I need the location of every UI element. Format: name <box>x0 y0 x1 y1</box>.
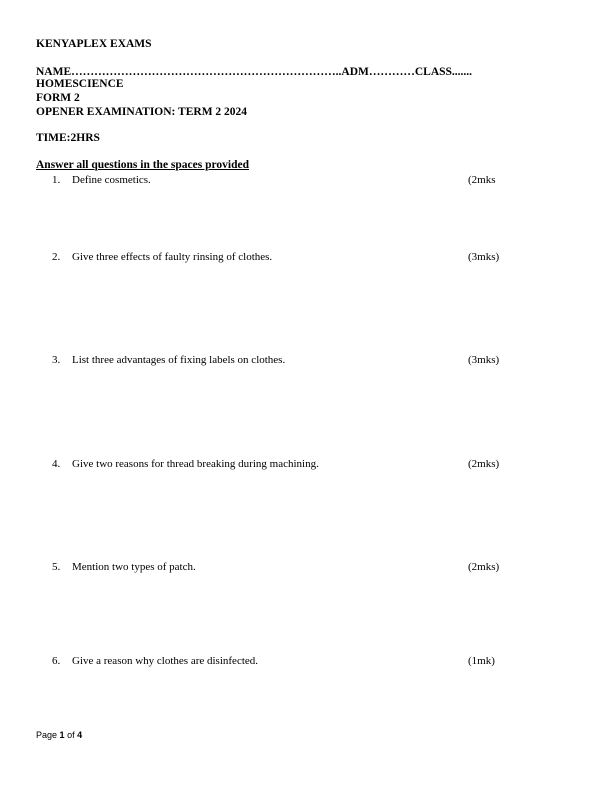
question-item <box>0 457 612 471</box>
question-item <box>0 353 612 367</box>
question-item <box>0 250 612 264</box>
time-allowed: TIME:2HRS <box>36 132 100 144</box>
question-item <box>0 560 612 574</box>
question-number: 3. <box>52 354 61 366</box>
student-details-line: NAME……………………………………………………………..ADM…………CLASS....... <box>36 66 473 78</box>
question-item <box>0 173 612 187</box>
page-total-number: 4 <box>77 730 83 740</box>
form-label: FORM 2 <box>36 92 80 104</box>
question-text: Define cosmetics. <box>72 174 151 186</box>
question-marks: (2mks) <box>468 458 500 470</box>
exam-body-title: KENYAPLEX EXAMS <box>36 38 152 50</box>
question-text: Give three effects of faulty rinsing of clothes. <box>72 251 273 263</box>
question-marks: (2mks) <box>468 561 500 573</box>
question-marks: (3mks) <box>468 354 500 366</box>
question-marks: (3mks) <box>468 251 500 263</box>
page-word: Page <box>36 730 58 740</box>
question-number: 6. <box>52 655 61 667</box>
page-current-number: 1 <box>59 730 65 740</box>
question-number: 5. <box>52 561 61 573</box>
question-text: List three advantages of fixing labels on clothes. <box>72 354 286 366</box>
question-number: 4. <box>52 458 61 470</box>
question-text: Give a reason why clothes are disinfected. <box>72 655 259 667</box>
question-text: Give two reasons for thread breaking during machining. <box>72 458 319 470</box>
page-footer <box>36 731 82 740</box>
subject-title: HOMESCIENCE <box>36 78 124 90</box>
question-marks: (1mk) <box>468 655 495 667</box>
instructions: Answer all questions in the spaces provided <box>36 159 249 171</box>
question-number: 2. <box>52 251 61 263</box>
exam-title: OPENER EXAMINATION: TERM 2 2024 <box>36 106 248 118</box>
question-item <box>0 654 612 668</box>
question-marks: (2mks <box>468 174 496 186</box>
question-number: 1. <box>52 174 61 186</box>
of-word: of <box>67 730 75 740</box>
question-text: Mention two types of patch. <box>72 561 196 573</box>
